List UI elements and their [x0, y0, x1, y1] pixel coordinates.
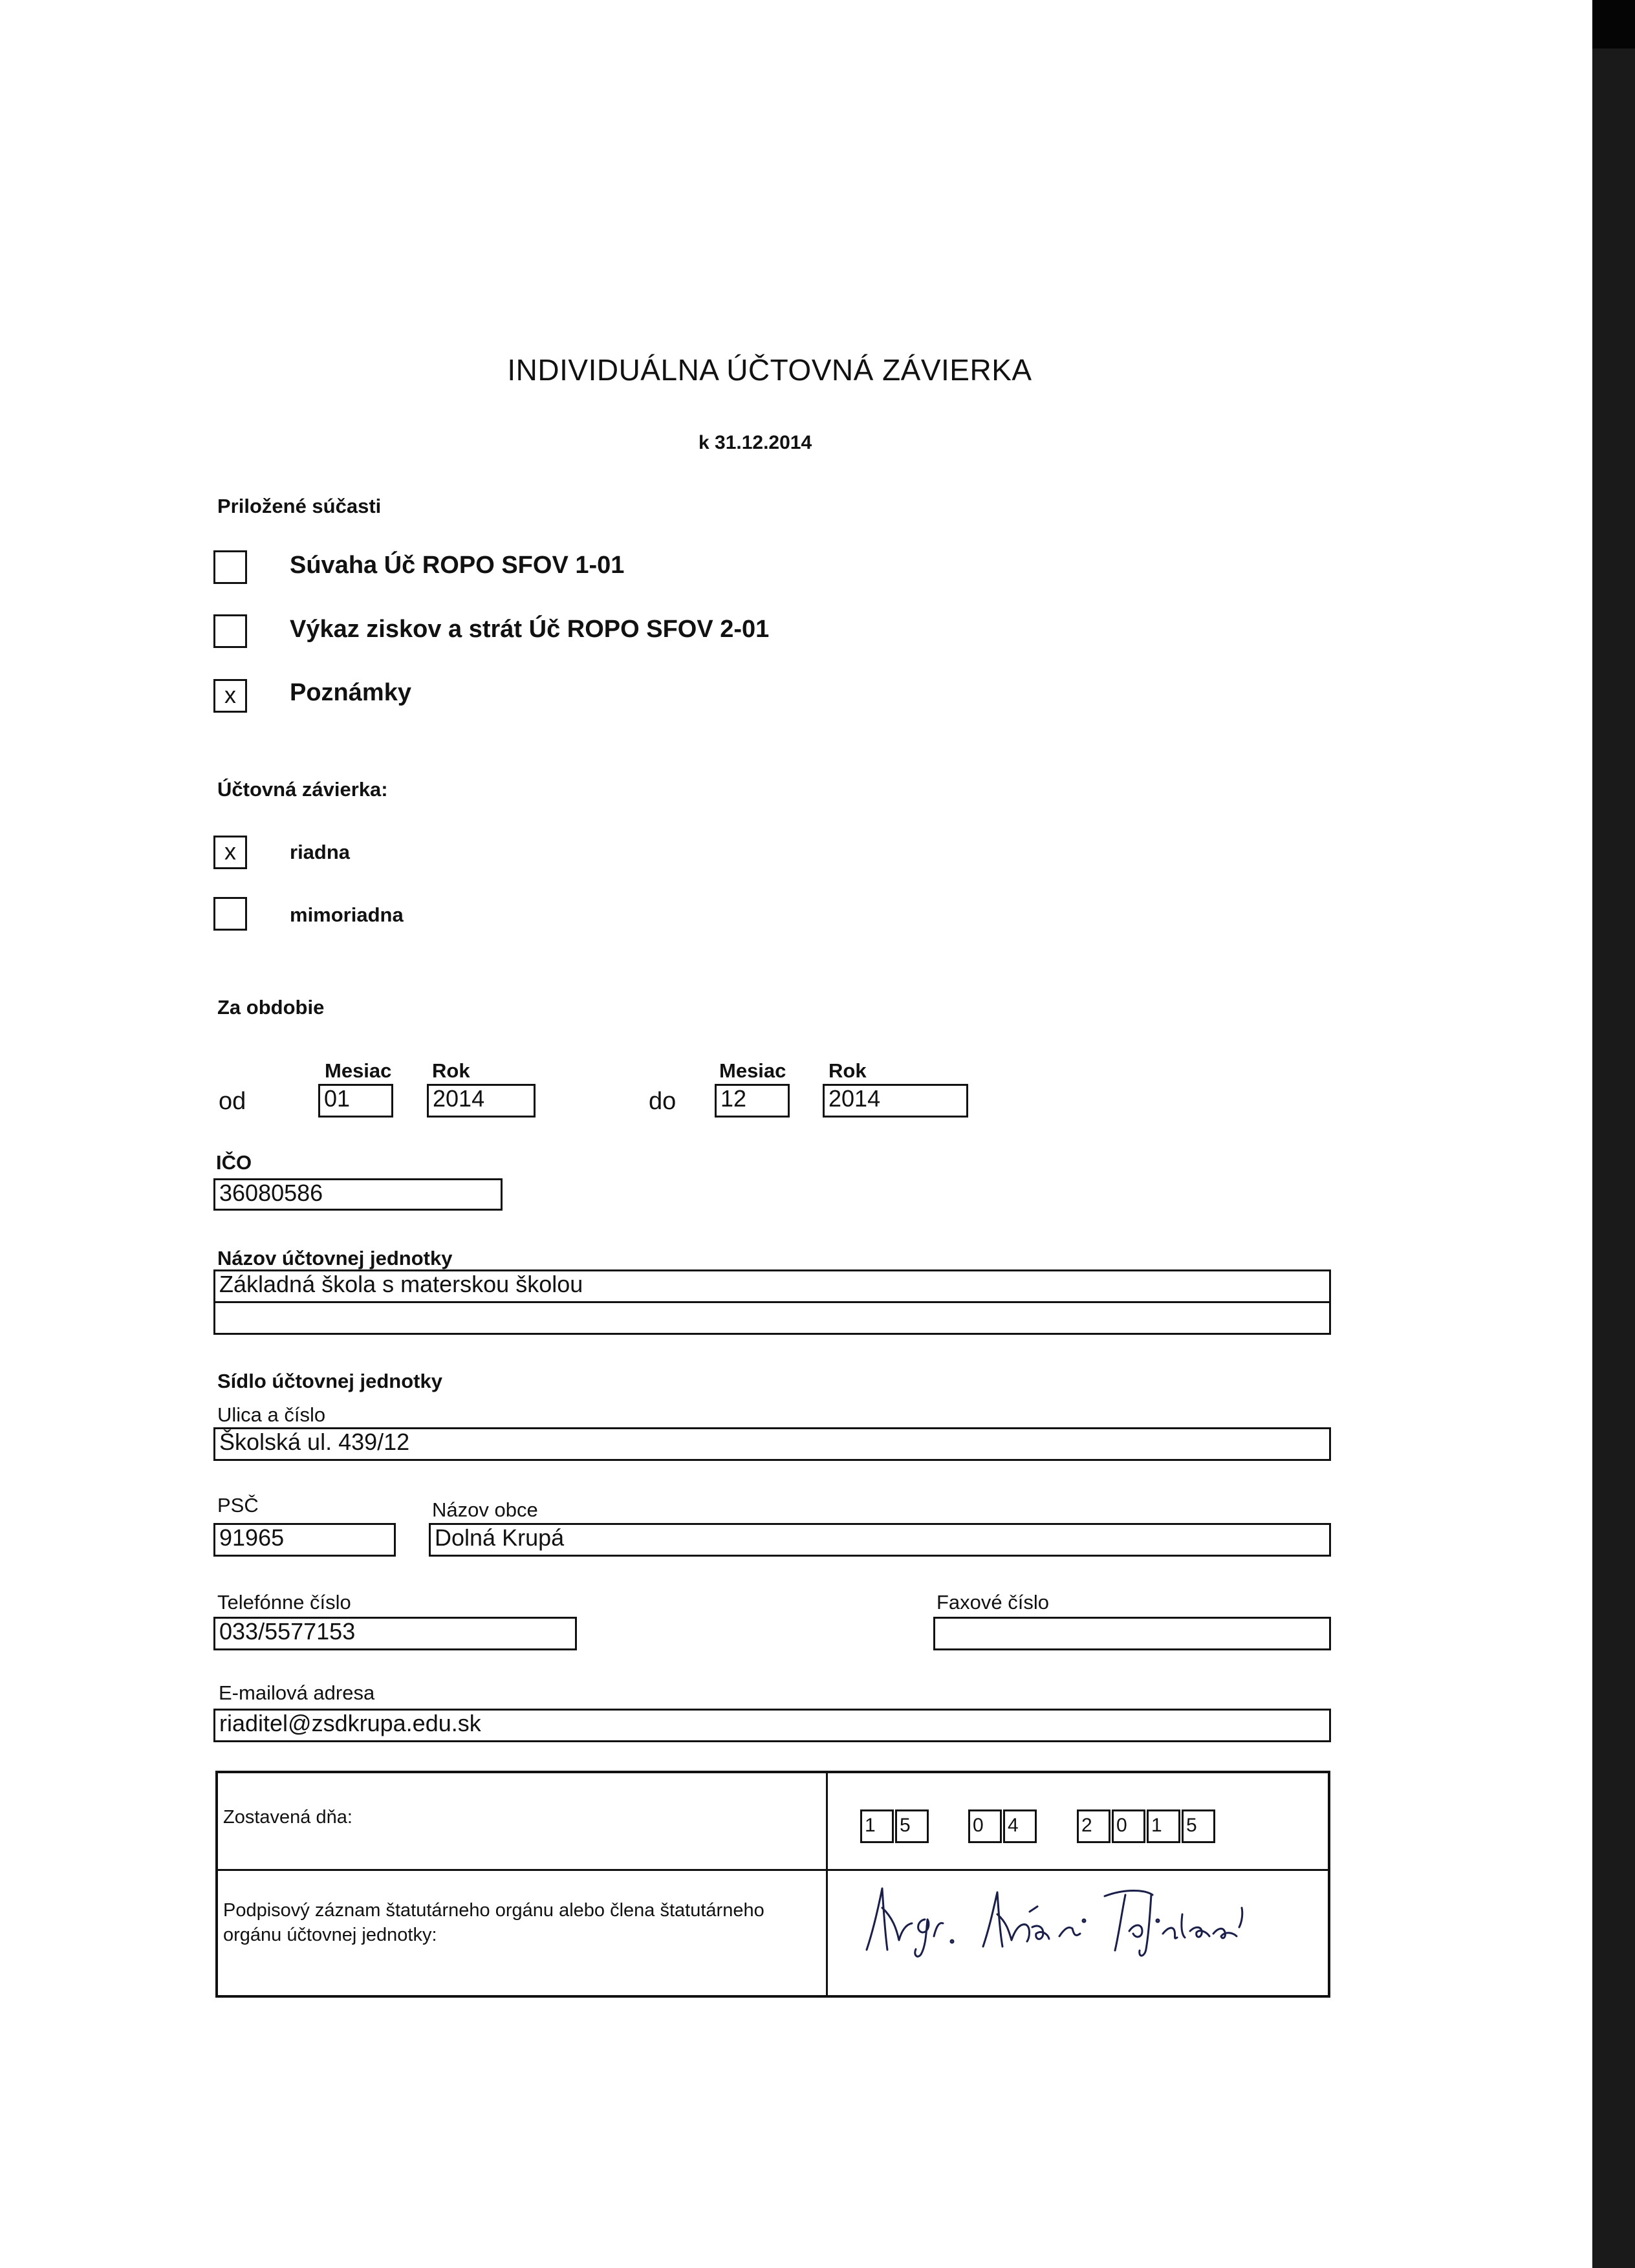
attachment-label-income-statement: Výkaz ziskov a strát Úč ROPO SFOV 2-01: [290, 616, 770, 643]
period-from-label: od: [219, 1088, 246, 1115]
from-month-label: Mesiac: [325, 1059, 392, 1082]
date-digit-month-1[interactable]: 0: [968, 1809, 1002, 1843]
scan-edge-corner: [1592, 0, 1635, 49]
fax-label: Faxové číslo: [937, 1591, 1050, 1614]
statement-type-ordinary-label: riadna: [290, 841, 351, 863]
attachment-label-balance-sheet: Súvaha Úč ROPO SFOV 1-01: [290, 552, 625, 579]
checkbox-extraordinary[interactable]: [213, 897, 247, 931]
checkbox-income-statement[interactable]: [213, 614, 247, 648]
date-digit-year-1[interactable]: 2: [1077, 1809, 1110, 1843]
statement-date: k 31.12.2014: [698, 432, 812, 453]
scan-edge-bar: [1592, 0, 1635, 2268]
statement-type-heading: Účtovná závierka:: [217, 778, 388, 801]
street-field[interactable]: Školská ul. 439/12: [213, 1427, 1331, 1461]
city-field[interactable]: Dolná Krupá: [429, 1523, 1331, 1557]
entity-name-line1[interactable]: Základná škola s materskou školou: [213, 1269, 1331, 1303]
from-month-field[interactable]: 01: [318, 1084, 393, 1118]
attachment-label-notes: Poznámky: [290, 679, 411, 706]
period-heading: Za obdobie: [217, 996, 325, 1019]
checkbox-balance-sheet[interactable]: [213, 550, 247, 584]
ico-field[interactable]: 36080586: [213, 1178, 503, 1211]
compiled-date-label: Zostavená dňa:: [223, 1807, 352, 1828]
date-digit-year-3[interactable]: 1: [1147, 1809, 1180, 1843]
seat-heading: Sídlo účtovnej jednotky: [217, 1370, 442, 1392]
to-year-field[interactable]: 2014: [823, 1084, 968, 1118]
date-digit-day-2[interactable]: 5: [895, 1809, 929, 1843]
handwritten-signature: [854, 1869, 1255, 1966]
ico-label: IČO: [216, 1151, 252, 1174]
entity-name-heading: Názov účtovnej jednotky: [217, 1247, 453, 1269]
entity-name-line2[interactable]: [213, 1301, 1331, 1335]
attachments-heading: Priložené súčasti: [217, 495, 382, 517]
date-digit-year-2[interactable]: 0: [1112, 1809, 1145, 1843]
to-year-label: Rok: [828, 1059, 867, 1082]
psc-field[interactable]: 91965: [213, 1523, 396, 1557]
fax-field[interactable]: [933, 1617, 1331, 1650]
checkbox-notes[interactable]: x: [213, 679, 247, 713]
statement-type-extraordinary-label: mimoriadna: [290, 903, 404, 926]
city-label: Názov obce: [432, 1498, 538, 1521]
date-digit-month-2[interactable]: 4: [1003, 1809, 1037, 1843]
to-month-field[interactable]: 12: [715, 1084, 790, 1118]
psc-label: PSČ: [217, 1494, 259, 1517]
date-digit-day-1[interactable]: 1: [860, 1809, 894, 1843]
table-vertical-divider: [826, 1773, 828, 1995]
period-to-label: do: [649, 1088, 677, 1115]
phone-label: Telefónne číslo: [217, 1591, 351, 1614]
from-year-field[interactable]: 2014: [427, 1084, 536, 1118]
street-label: Ulica a číslo: [217, 1403, 326, 1426]
to-month-label: Mesiac: [719, 1059, 786, 1082]
signature-label-line1: Podpisový záznam štatutárneho orgánu alebo člena štatutárneho: [223, 1900, 764, 1921]
email-label: E-mailová adresa: [219, 1681, 375, 1704]
date-digit-year-4[interactable]: 5: [1182, 1809, 1215, 1843]
phone-field[interactable]: 033/5577153: [213, 1617, 577, 1650]
signature-label-line2: orgánu účtovnej jednotky:: [223, 1925, 437, 1945]
email-field[interactable]: riaditel@zsdkrupa.edu.sk: [213, 1709, 1331, 1742]
page-title: INDIVIDUÁLNA ÚČTOVNÁ ZÁVIERKA: [507, 353, 1032, 387]
checkbox-ordinary[interactable]: x: [213, 836, 247, 869]
from-year-label: Rok: [432, 1059, 470, 1082]
